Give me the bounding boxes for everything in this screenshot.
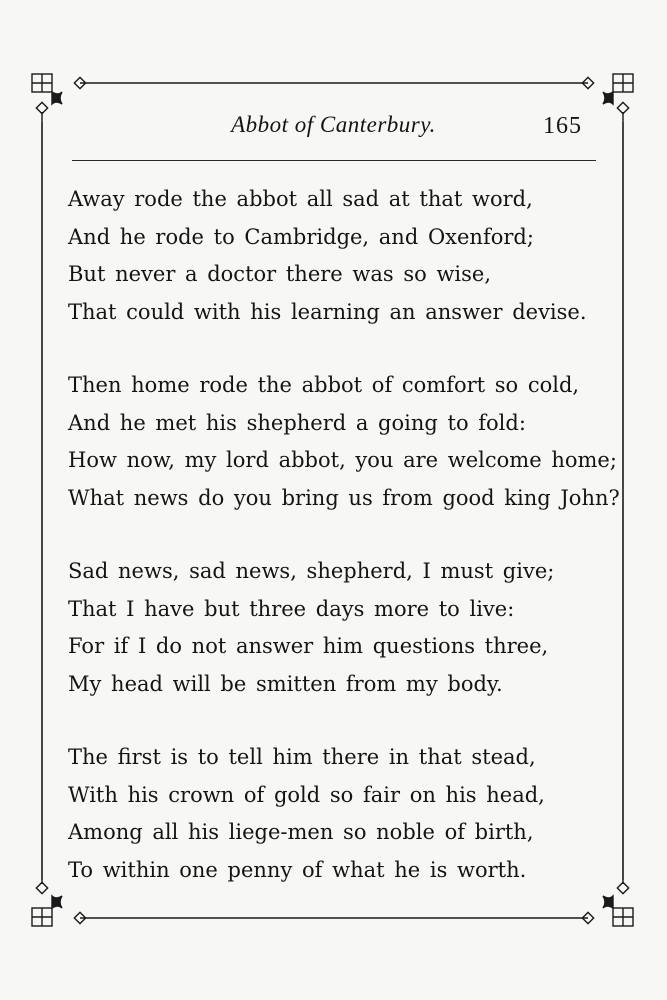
verse-line: But never a doctor there was so wise, — [68, 262, 492, 286]
stanza — [68, 181, 608, 331]
stanza — [68, 553, 608, 703]
verse-line: Then home rode the abbot of comfort so cold, — [68, 373, 580, 397]
verse-line: And he rode to Cambridge, and Oxenford; — [68, 224, 534, 249]
verse-line: My head will be smitten from my body. — [68, 671, 503, 696]
header-rule — [72, 160, 596, 161]
page-number: 165 — [543, 113, 582, 139]
verse-line: The first is to tell him there in that stead, — [68, 745, 536, 769]
verse-line: What news do you bring us from good king John? — [68, 485, 620, 510]
stanza — [68, 739, 608, 889]
verse-line: Among all his liege-men so noble of birth, — [68, 820, 534, 844]
verse-line: For if I do not answer him questions three, — [68, 634, 549, 658]
verse-line: Sad news, sad news, shepherd, I must give; — [68, 559, 555, 583]
verse-body — [68, 181, 620, 925]
verse-line: To within one penny of what he is worth. — [68, 857, 527, 882]
running-header-title: Abbot of Canterbury. — [231, 112, 436, 137]
verse-line: With his crown of gold so fair on his head, — [68, 782, 545, 807]
verse-line: How now, my lord abbot, you are welcome home; — [68, 448, 617, 472]
verse-line: Away rode the abbot all sad at that word, — [68, 187, 533, 211]
verse-line: That I have but three days more to live: — [68, 596, 515, 621]
verse-line: And he met his shepherd a going to fold: — [68, 410, 526, 435]
stanza — [68, 367, 620, 517]
verse-line: That could with his learning an answer devise. — [68, 299, 587, 324]
